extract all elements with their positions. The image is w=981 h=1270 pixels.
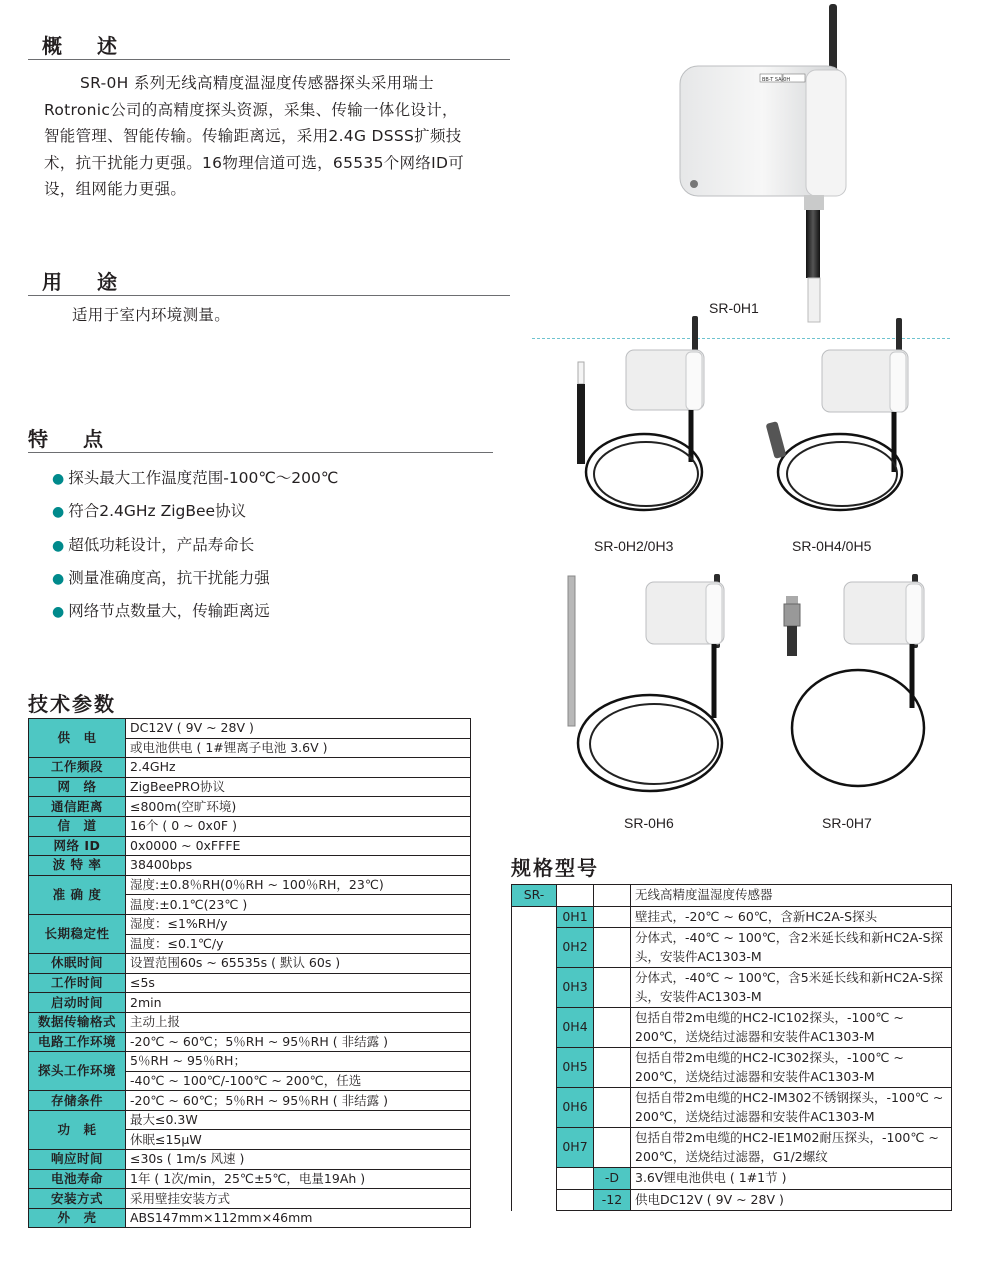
device-0h6-photo	[554, 568, 734, 808]
model-row	[512, 906, 952, 928]
spec-row	[29, 816, 471, 836]
spec-key: 电池寿命	[29, 1169, 126, 1189]
spec-value: 5％RH ~ 95％RH；	[126, 1052, 471, 1072]
power-row	[512, 1168, 952, 1190]
model-row	[512, 1048, 952, 1088]
spec-key: 功 耗	[29, 1110, 126, 1149]
caption-0h2-0h3: SR-0H2/0H3	[594, 538, 674, 554]
model-desc: 包括自带2m电缆的HC2-IE1M02耐压探头，-100℃ ~ 200℃，送烧结过滤器，G1/2螺纹	[631, 1128, 952, 1168]
blank-cell	[512, 1128, 557, 1168]
spec-value: 2min	[126, 993, 471, 1013]
spec-value: 38400bps	[126, 856, 471, 876]
overview-title: 概 述	[42, 34, 131, 58]
blank-cell	[594, 1048, 631, 1088]
spec-row	[29, 875, 471, 895]
overview-line: 智能管理、智能传输。传输距离远，采用2.4G DSSS扩频技	[44, 127, 462, 145]
spec-value: ≤800m(空旷环境)	[126, 797, 471, 817]
spec-key: 网络 ID	[29, 836, 126, 856]
feature-item: ● 网络节点数量大，传输距离远	[52, 602, 270, 620]
blank-cell	[512, 968, 557, 1008]
model-header-desc: 无线高精度温湿度传感器	[631, 885, 952, 907]
spec-value: -20℃ ~ 60℃；5％RH ~ 95％RH ( 非结露 )	[126, 1032, 471, 1052]
spec-row	[29, 1208, 471, 1228]
model-prefix: SR-	[512, 885, 557, 907]
main-device-photo	[670, 0, 870, 330]
blank-cell	[594, 1128, 631, 1168]
spec-value: 湿度：≤1%RH/y	[126, 914, 471, 934]
overview-line: SR-0H 系列无线高精度温湿度传感器探头采用瑞士	[80, 74, 435, 92]
model-desc: 包括自带2m电缆的HC2-IM302不锈钢探头，-100℃ ~ 200℃，送烧结过滤器和安装件AC1303-M	[631, 1088, 952, 1128]
model-desc: 分体式，-40℃ ~ 100℃，含2米延长线和新HC2A-S探头，安装件AC1303-M	[631, 928, 952, 968]
spec-row	[29, 856, 471, 876]
spec-value: 休眠≤15μW	[126, 1130, 471, 1150]
blank-cell	[594, 1008, 631, 1048]
spec-key: 启动时间	[29, 993, 126, 1013]
model-code: 0H5	[557, 1048, 594, 1088]
model-row	[512, 1008, 952, 1048]
model-header-row	[512, 885, 952, 907]
power-desc: 供电DC12V ( 9V ~ 28V )	[631, 1189, 952, 1211]
spec-value: 温度:±0.1℃(23℃ )	[126, 895, 471, 915]
caption-0h7: SR-0H7	[822, 815, 872, 831]
model-code: 0H3	[557, 968, 594, 1008]
power-row	[512, 1189, 952, 1211]
model-desc: 包括自带2m电缆的HC2-IC102探头，-100℃ ~ 200℃，送烧结过滤器和安装件AC1303-M	[631, 1008, 952, 1048]
spec-key: 探头工作环境	[29, 1052, 126, 1091]
spec-row	[29, 914, 471, 934]
spec-row	[29, 1150, 471, 1170]
spec-row	[29, 797, 471, 817]
power-code: -12	[594, 1189, 631, 1211]
bullet-icon: ●	[52, 604, 65, 620]
spec-row	[29, 758, 471, 778]
specs-title: 技术参数	[28, 692, 116, 716]
spec-key: 网 络	[29, 777, 126, 797]
overview-line: Rotronic公司的高精度探头资源，采集、传输一体化设计，	[44, 100, 458, 119]
spec-value: 16个 ( 0 ~ 0x0F )	[126, 816, 471, 836]
usage-text: 适用于室内环境测量。	[72, 306, 231, 324]
spec-value: 温度：≤0.1℃/y	[126, 934, 471, 954]
device-0h7-photo	[772, 568, 942, 808]
spec-key: 准 确 度	[29, 875, 126, 914]
model-code: 0H4	[557, 1008, 594, 1048]
blank-cell	[512, 1088, 557, 1128]
model-code: 0H6	[557, 1088, 594, 1128]
usage-title: 用 途	[42, 270, 131, 294]
bullet-icon: ●	[52, 504, 65, 520]
spec-value: -20℃ ~ 60℃；5％RH ~ 95％RH ( 非结露 )	[126, 1091, 471, 1111]
spec-table	[28, 718, 471, 1228]
blank-cell	[512, 928, 557, 968]
model-desc: 壁挂式，-20℃ ~ 60℃，含新HC2A-S探头	[631, 906, 952, 928]
spec-value: ZigBeePRO协议	[126, 777, 471, 797]
device-label: BB-T SA-0H	[762, 77, 791, 83]
spec-row	[29, 777, 471, 797]
spec-value: 主动上报	[126, 1012, 471, 1032]
blank-cell	[557, 1168, 594, 1190]
model-row	[512, 928, 952, 968]
spec-key: 休眠时间	[29, 954, 126, 974]
spec-value: ≤5s	[126, 973, 471, 993]
spec-row	[29, 1169, 471, 1189]
device-0h2-photo	[566, 312, 716, 532]
spec-row	[29, 1032, 471, 1052]
overview-line: 设，组网能力更强。	[44, 180, 187, 198]
features-title: 特 点	[28, 427, 117, 451]
features-rule	[28, 452, 493, 453]
spec-value: 湿度:±0.8％RH(0％RH ~ 100％RH，23℃)	[126, 875, 471, 895]
spec-row	[29, 719, 471, 739]
caption-0h4-0h5: SR-0H4/0H5	[792, 538, 872, 554]
feature-item: ● 探头最大工作温度范围-100℃～200℃	[52, 469, 339, 487]
spec-value: ABS147mm×112mm×46mm	[126, 1208, 471, 1228]
spec-value: 或电池供电 ( 1#锂离子电池 3.6V )	[126, 738, 471, 758]
blank-cell	[594, 885, 631, 907]
overview-rule	[28, 59, 510, 60]
spec-row	[29, 1012, 471, 1032]
spec-row	[29, 1110, 471, 1130]
bullet-icon: ●	[52, 571, 65, 587]
bullet-icon: ●	[52, 471, 65, 487]
blank-cell	[594, 928, 631, 968]
model-code: 0H7	[557, 1128, 594, 1168]
caption-main: SR-0H1	[709, 300, 759, 316]
spec-key: 波 特 率	[29, 856, 126, 876]
feature-item: ● 超低功耗设计，产品寿命长	[52, 536, 255, 554]
spec-value: 2.4GHz	[126, 758, 471, 778]
spec-row	[29, 1052, 471, 1072]
blank-cell	[557, 1189, 594, 1211]
spec-row	[29, 993, 471, 1013]
spec-row	[29, 1189, 471, 1209]
spec-key: 存储条件	[29, 1091, 126, 1111]
blank-cell	[594, 968, 631, 1008]
spec-row	[29, 973, 471, 993]
device-0h4-photo	[760, 312, 920, 532]
model-desc: 分体式，-40℃ ~ 100℃，含5米延长线和新HC2A-S探头，安装件AC1303-M	[631, 968, 952, 1008]
blank-cell	[594, 1088, 631, 1128]
spec-value: ≤30s ( 1m/s 风速 )	[126, 1150, 471, 1170]
spec-key: 通信距离	[29, 797, 126, 817]
spec-value: 设置范围60s ~ 65535s ( 默认 60s )	[126, 954, 471, 974]
blank-cell	[512, 1189, 557, 1211]
blank-cell	[557, 885, 594, 907]
caption-0h6: SR-0H6	[624, 815, 674, 831]
feature-item: ● 符合2.4GHz ZigBee协议	[52, 502, 247, 520]
spec-row	[29, 1091, 471, 1111]
spec-key: 响应时间	[29, 1150, 126, 1170]
power-code: -D	[594, 1168, 631, 1190]
spec-key: 长期稳定性	[29, 914, 126, 953]
blank-cell	[512, 1048, 557, 1088]
model-row	[512, 1088, 952, 1128]
blank-cell	[594, 906, 631, 928]
blank-cell	[512, 906, 557, 928]
spec-key: 电路工作环境	[29, 1032, 126, 1052]
blank-cell	[512, 1008, 557, 1048]
spec-value: DC12V ( 9V ~ 28V )	[126, 719, 471, 739]
spec-value: -40℃ ~ 100℃/-100℃ ~ 200℃，任选	[126, 1071, 471, 1091]
model-row	[512, 1128, 952, 1168]
feature-item: ● 测量准确度高，抗干扰能力强	[52, 569, 270, 587]
bullet-icon: ●	[52, 538, 65, 554]
spec-key: 工作时间	[29, 973, 126, 993]
spec-key: 供 电	[29, 719, 126, 758]
models-title: 规格型号	[511, 856, 599, 880]
spec-key: 安装方式	[29, 1189, 126, 1209]
usage-rule	[28, 295, 510, 296]
model-code: 0H1	[557, 906, 594, 928]
model-code: 0H2	[557, 928, 594, 968]
spec-key: 外 壳	[29, 1208, 126, 1228]
spec-value: 采用壁挂安装方式	[126, 1189, 471, 1209]
spec-row	[29, 954, 471, 974]
spec-row	[29, 836, 471, 856]
blank-cell	[512, 1168, 557, 1190]
overview-paragraph	[44, 70, 514, 203]
overview-line: 术，抗干扰能力更强。16物理信道可选，65535个网络ID可	[44, 153, 465, 172]
spec-value: 0x0000 ~ 0xFFFE	[126, 836, 471, 856]
model-desc: 包括自带2m电缆的HC2-IC302探头，-100℃ ~ 200℃，送烧结过滤器和安装件AC1303-M	[631, 1048, 952, 1088]
model-row	[512, 968, 952, 1008]
spec-value: 1年 ( 1次/min，25℃±5℃，电量19Ah )	[126, 1169, 471, 1189]
spec-value: 最大≤0.3W	[126, 1110, 471, 1130]
model-table	[511, 884, 952, 1211]
spec-key: 数据传输格式	[29, 1012, 126, 1032]
power-desc: 3.6V锂电池供电 ( 1#1节 )	[631, 1168, 952, 1190]
spec-key: 工作频段	[29, 758, 126, 778]
spec-key: 信 道	[29, 816, 126, 836]
